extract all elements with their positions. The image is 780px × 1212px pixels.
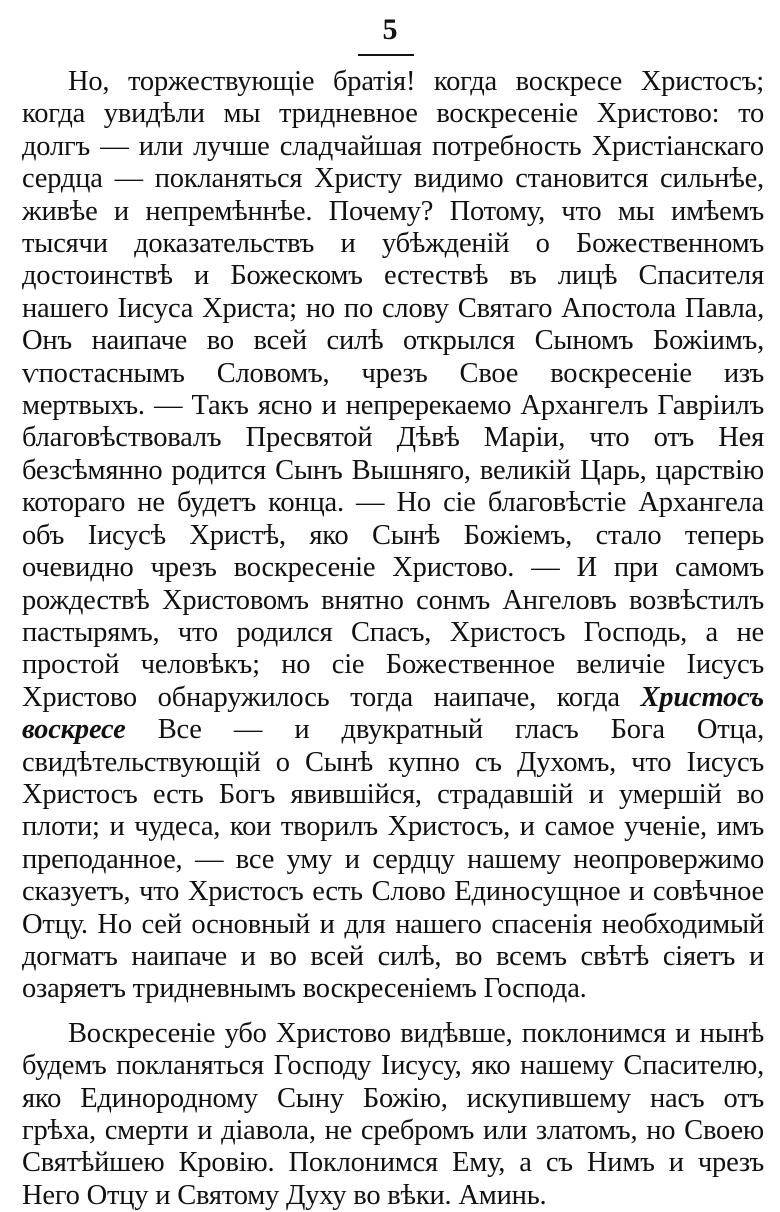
- paragraph-2: Воскресеніе убо Христово видѣвше, поклонимся и нынѣ будемъ покланяться Господу Іисусу, яко нашему Спасителю, яко Единородному Сыну Божію, искупившему насъ отъ грѣха, смерти и діавола, не сребромъ или златомъ, но Своею Святѣйшею Кровію. Поклонимся Ему, а съ Нимъ и чрезъ Него Отцу и Святому Духу во вѣки. Аминь.: [22, 1017, 764, 1211]
- page-number-underline: [358, 54, 414, 56]
- paragraph-1-emphasis: Христосъ воскресе: [22, 681, 764, 746]
- paragraph-1-text-start: Но, торжествующіе братія! когда воскресе Христосъ; когда увидѣли мы тридневное воскресеніе Христово: то долгъ — или лучше сладчайшая потребность Христіанскаго сердца — покланяться Христу видимо становится сильнѣе, живѣе и непремѣннѣе. Почему? Потому, что мы имѣемъ тысячи доказательствъ и убѣжденій о Божественномъ достоинствѣ и Божескомъ естествѣ въ лицѣ Спасителя нашего Іисуса Христа; но по слову Святаго Апостола Павла, Онъ наипаче во всей силѣ открылся Сыномъ Божіимъ, ѵпостаснымъ Словомъ, чрезъ Свое воскресеніе изъ мертвыхъ. — Такъ ясно и непререкаемо Архангелъ Гавріилъ благовѣствовалъ Пресвятой Дѣвѣ Маріи, что отъ Нея безсѣмянно родится Сынъ Вышняго, великій Царь, царствію котораго не будетъ конца. — Но сіе благовѣстіе Архангела объ Іисусѣ Христѣ, яко Сынѣ Божіемъ, стало теперь очевидно чрезъ воскресеніе Христово. — И при самомъ рождествѣ Христовомъ внятно сонмъ Ангеловъ возвѣстилъ пастырямъ, что родился Спасъ, Христосъ Господь, а не простой человѣкъ; но сіе Божественное величіе Іисусъ Христово обнаружилось тогда наипаче, когда: [22, 66, 764, 713]
- paragraph-1-text-end: Все — и двукратный гласъ Бога Отца, свидѣтельствующій о Сынѣ купно съ Духомъ, что Іисусъ Христосъ есть Богъ явившійся, страдавшій и умершій во плоти; и чудеса, кои творилъ Христосъ, и самое ученіе, имъ преподанное, — все уму и сердцу нашему неопровержимо сказуетъ, что Христосъ есть Слово Единосущное и совѣчное Отцу. Но сей основный и для нашего спасенія необходимый догматъ наипаче и во всей силѣ, во всемъ свѣтѣ сіяетъ и озаряетъ тридневнымъ воскресеніемъ Господа.: [22, 714, 764, 1005]
- paragraph-1: [22, 66, 764, 1006]
- body-text: [22, 66, 764, 1212]
- page-number: 5: [382, 13, 398, 46]
